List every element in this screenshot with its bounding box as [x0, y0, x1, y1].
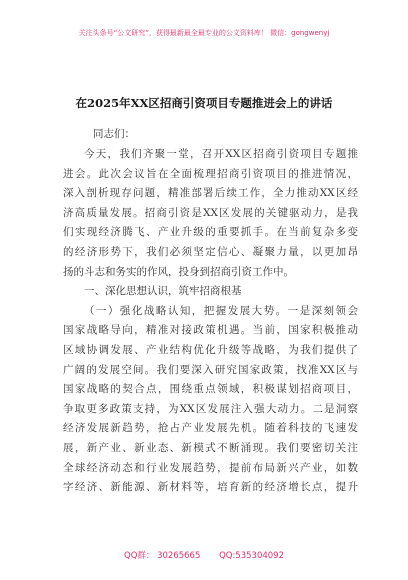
body-line: 区域协调发展、产业结构优化升级等战略，为我们提供了: [63, 343, 358, 356]
body-line: 经济发展新趋势，抢占产业发展先机。随着科技的飞速发: [63, 422, 358, 435]
body-line: 今天，我们齐聚一堂，召开XX区招商引资项目专题推: [84, 148, 358, 160]
body-line: 进会。此次会议旨在全面梳理招商引资项目的推进情况，: [63, 167, 358, 180]
body-line: 全球经济动态和行业发展趋势，提前布局新兴产业，如数: [63, 461, 358, 474]
body-line: 国家战略导向，精准对接政策机遇。当前，国家积极推动: [63, 324, 358, 337]
subsection-heading: （一）强化战略认知，把握发展大势。一是深刻领会: [84, 304, 358, 317]
body-line: 深入剖析现存问题，精准部署后续工作，全力推动XX区经: [63, 187, 358, 200]
body-line: 们实现经济腾飞、产业升级的重要抓手。在当前复杂多变: [63, 226, 358, 239]
promo-banner: 关注头条号“公文研究”，获得最新最全最专业的公文资料库！ 微信：gongwenyj: [78, 29, 330, 37]
body-line: 国家战略的契合点，围绕重点领域，积极谋划招商项目，: [63, 383, 358, 396]
document-body: [63, 145, 358, 498]
qq-number: QQ:535304092: [219, 551, 284, 561]
contact-footer: [0, 549, 408, 561]
greeting: 同志们：: [93, 128, 135, 140]
section-heading: 一、深化思想认识，筑牢招商根基: [84, 285, 242, 298]
body-line: 广阔的发展空间。我们要深入研究国家政策，找准XX区与: [63, 363, 358, 376]
body-line: 济高质量发展。招商引资是XX区发展的关键驱动力，是我: [63, 206, 358, 219]
document-title: 在2025年XX区招商引资项目专题推进会上的讲话: [75, 96, 333, 110]
body-line: 争取更多政策支持，为XX区发展注入强大动力。二是洞察: [63, 402, 358, 415]
body-line: 展，新产业、新业态、新模式不断涌现。我们要密切关注: [63, 441, 358, 454]
body-line: 扬的斗志和务实的作风，投身到招商引资工作中。: [63, 265, 294, 278]
body-line: 字经济、新能源、新材料等，培育新的经济增长点，提升: [63, 481, 358, 494]
qq-group-number: QQ群： 30265665: [124, 551, 201, 561]
body-line: 的经济形势下，我们必须坚定信心、凝聚力量，以更加昂: [63, 245, 358, 258]
